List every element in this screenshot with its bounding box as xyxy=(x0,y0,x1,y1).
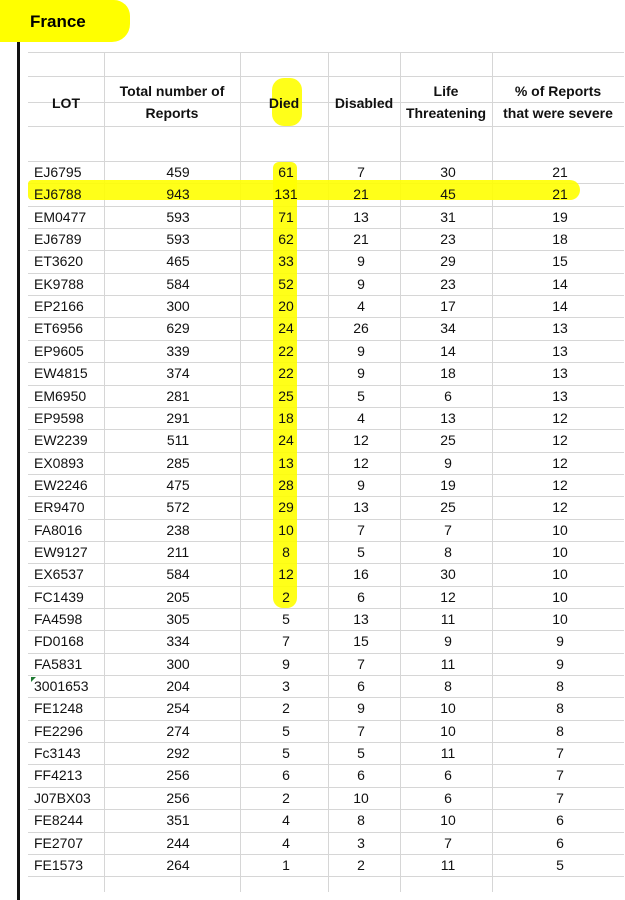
cell-total: 572 xyxy=(166,499,190,516)
cell-disabled: 5 xyxy=(357,387,365,404)
cell-severe: 15 xyxy=(552,253,568,270)
cell-lot: EX6537 xyxy=(34,566,84,583)
cell-died: 20 xyxy=(278,298,294,315)
cell-disabled: 13 xyxy=(353,208,369,225)
cell-disabled: 16 xyxy=(353,566,369,583)
cell-died: 71 xyxy=(278,208,294,225)
cell-life: 14 xyxy=(440,342,456,359)
cell-died: 6 xyxy=(282,767,290,784)
cell-severe: 12 xyxy=(552,409,568,426)
cell-life: 25 xyxy=(440,499,456,516)
cell-severe: 6 xyxy=(556,812,564,829)
cell-lot: EP9598 xyxy=(34,409,84,426)
header-lot: LOT xyxy=(52,95,80,111)
cell-died: 5 xyxy=(282,722,290,739)
cell-severe: 12 xyxy=(552,499,568,516)
cell-lot: FF4213 xyxy=(34,767,83,784)
cell-total: 584 xyxy=(166,275,190,292)
cell-died: 9 xyxy=(282,655,290,672)
cell-severe: 6 xyxy=(556,834,564,851)
cell-severe: 12 xyxy=(552,454,568,471)
cell-total: 211 xyxy=(166,543,190,560)
cell-severe: 13 xyxy=(552,387,568,404)
table-row xyxy=(28,341,624,363)
cell-total: 459 xyxy=(166,164,190,180)
cell-lot: FA5831 xyxy=(34,655,83,672)
cell-died: 28 xyxy=(278,476,294,493)
cell-disabled: 9 xyxy=(357,342,365,359)
cell-died: 5 xyxy=(282,611,290,627)
cell-died: 7 xyxy=(282,633,290,650)
cell-lot: EK9788 xyxy=(34,275,84,292)
cell-severe: 7 xyxy=(556,745,564,762)
cell-severe: 9 xyxy=(556,655,564,672)
spreadsheet-table xyxy=(28,52,624,892)
cell-total: 238 xyxy=(166,521,190,538)
cell-died: 62 xyxy=(278,231,294,248)
cell-total: 256 xyxy=(166,767,190,784)
cell-disabled: 13 xyxy=(353,611,369,627)
table-row xyxy=(28,765,624,787)
grid-hline xyxy=(28,52,624,53)
cell-total: 339 xyxy=(166,342,190,359)
cell-disabled: 6 xyxy=(357,767,365,784)
cell-severe: 10 xyxy=(552,611,568,627)
cell-lot: EM6950 xyxy=(34,387,87,404)
cell-died: 18 xyxy=(278,409,294,426)
cell-disabled: 5 xyxy=(357,745,365,762)
cell-life: 11 xyxy=(440,655,456,672)
table-row xyxy=(28,609,624,631)
cell-total: 475 xyxy=(166,476,190,493)
left-border-line xyxy=(17,0,20,900)
cell-life: 6 xyxy=(444,767,452,784)
cell-disabled: 13 xyxy=(353,499,369,516)
cell-total: 285 xyxy=(166,454,190,471)
table-row xyxy=(28,251,624,273)
cell-lot: FD0168 xyxy=(34,633,84,650)
cell-disabled: 7 xyxy=(357,521,365,538)
cell-disabled: 9 xyxy=(357,365,365,382)
cell-life: 23 xyxy=(440,231,456,248)
cell-lot: EP9605 xyxy=(34,342,84,359)
cell-disabled: 9 xyxy=(357,275,365,292)
cell-total: 593 xyxy=(166,208,190,225)
cell-died: 2 xyxy=(282,588,290,605)
cell-total: 291 xyxy=(166,409,190,426)
header-percent-severe: % of Reports that were severe xyxy=(503,83,613,121)
cell-lot: FA8016 xyxy=(34,521,83,538)
cell-life: 6 xyxy=(444,387,452,404)
cell-disabled: 2 xyxy=(357,856,365,873)
cell-life: 8 xyxy=(444,678,452,695)
cell-life: 9 xyxy=(444,633,452,650)
cell-lot: FA4598 xyxy=(34,611,83,627)
table-row xyxy=(28,184,624,206)
cell-comment-indicator-icon xyxy=(31,677,36,682)
cell-died: 25 xyxy=(278,387,294,404)
cell-life: 10 xyxy=(440,812,456,829)
table-row xyxy=(28,386,624,408)
table-row xyxy=(28,497,624,519)
cell-life: 11 xyxy=(440,611,456,627)
cell-life: 6 xyxy=(444,789,452,806)
cell-lot: EW9127 xyxy=(34,543,88,560)
cell-disabled: 6 xyxy=(357,678,365,695)
header-disabled: Disabled xyxy=(334,95,394,111)
cell-severe: 14 xyxy=(552,275,568,292)
cell-life: 45 xyxy=(440,186,456,203)
cell-lot: EW2246 xyxy=(34,476,88,493)
table-row xyxy=(28,542,624,564)
table-row xyxy=(28,654,624,676)
table-row xyxy=(28,274,624,296)
cell-lot: FE2707 xyxy=(34,834,84,851)
cell-died: 13 xyxy=(278,454,294,471)
title-highlight xyxy=(0,0,130,42)
cell-disabled: 15 xyxy=(353,633,369,650)
cell-disabled: 7 xyxy=(357,655,365,672)
cell-severe: 13 xyxy=(552,320,568,337)
cell-total: 511 xyxy=(166,432,190,449)
cell-life: 17 xyxy=(440,298,456,315)
cell-disabled: 9 xyxy=(357,700,365,717)
cell-total: 943 xyxy=(166,186,190,203)
grid-hline xyxy=(28,76,624,77)
table-row xyxy=(28,229,624,251)
cell-disabled: 10 xyxy=(353,789,369,806)
cell-total: 305 xyxy=(166,611,190,627)
grid-hline xyxy=(28,126,624,127)
cell-total: 300 xyxy=(166,298,190,315)
cell-died: 131 xyxy=(274,186,298,203)
cell-life: 23 xyxy=(440,275,456,292)
cell-disabled: 7 xyxy=(357,722,365,739)
table-row xyxy=(28,743,624,765)
cell-lot: ET3620 xyxy=(34,253,84,270)
cell-total: 351 xyxy=(166,812,190,829)
cell-died: 2 xyxy=(282,789,290,806)
cell-severe: 8 xyxy=(556,678,564,695)
cell-total: 205 xyxy=(166,588,190,605)
cell-disabled: 12 xyxy=(353,432,369,449)
cell-lot: EP2166 xyxy=(34,298,84,315)
cell-died: 29 xyxy=(278,499,294,516)
cell-total: 465 xyxy=(166,253,190,270)
cell-severe: 8 xyxy=(556,722,564,739)
cell-severe: 19 xyxy=(552,208,568,225)
cell-total: 254 xyxy=(166,700,190,717)
cell-died: 61 xyxy=(278,164,294,180)
cell-severe: 13 xyxy=(552,342,568,359)
cell-severe: 13 xyxy=(552,365,568,382)
cell-life: 25 xyxy=(440,432,456,449)
cell-severe: 10 xyxy=(552,566,568,583)
table-row xyxy=(28,296,624,318)
table-row xyxy=(28,162,624,184)
cell-lot: EM0477 xyxy=(34,208,87,225)
table-row xyxy=(28,318,624,340)
cell-severe: 21 xyxy=(552,186,568,203)
table-row xyxy=(28,587,624,609)
cell-lot: FE1248 xyxy=(34,700,84,717)
cell-disabled: 4 xyxy=(357,409,365,426)
cell-life: 10 xyxy=(440,700,456,717)
cell-lot: FE8244 xyxy=(34,812,84,829)
cell-life: 18 xyxy=(440,365,456,382)
cell-disabled: 4 xyxy=(357,298,365,315)
cell-severe: 7 xyxy=(556,767,564,784)
header-died: Died xyxy=(268,95,300,111)
cell-died: 8 xyxy=(282,543,290,560)
cell-total: 256 xyxy=(166,789,190,806)
cell-lot: EJ6788 xyxy=(34,186,82,203)
cell-lot: EJ6795 xyxy=(34,164,82,180)
cell-life: 10 xyxy=(440,722,456,739)
table-row xyxy=(28,453,624,475)
cell-died: 1 xyxy=(282,856,290,873)
cell-died: 24 xyxy=(278,432,294,449)
cell-life: 12 xyxy=(440,588,456,605)
cell-life: 7 xyxy=(444,521,452,538)
cell-disabled: 21 xyxy=(353,231,369,248)
cell-total: 204 xyxy=(166,678,190,695)
cell-lot: FE1573 xyxy=(34,856,84,873)
cell-total: 292 xyxy=(166,745,190,762)
cell-severe: 18 xyxy=(552,231,568,248)
table-row xyxy=(28,408,624,430)
cell-severe: 7 xyxy=(556,789,564,806)
table-row xyxy=(28,475,624,497)
cell-severe: 5 xyxy=(556,856,564,873)
cell-life: 30 xyxy=(440,164,456,180)
header-total-reports: Total number of Reports xyxy=(119,83,225,121)
cell-lot: ET6956 xyxy=(34,320,84,337)
cell-died: 33 xyxy=(278,253,294,270)
cell-lot: FC1439 xyxy=(34,588,84,605)
cell-total: 281 xyxy=(166,387,190,404)
cell-died: 22 xyxy=(278,342,294,359)
cell-life: 34 xyxy=(440,320,456,337)
cell-died: 2 xyxy=(282,700,290,717)
cell-disabled: 5 xyxy=(357,543,365,560)
cell-disabled: 7 xyxy=(357,164,365,180)
table-row xyxy=(28,810,624,832)
cell-severe: 10 xyxy=(552,521,568,538)
cell-disabled: 9 xyxy=(357,476,365,493)
cell-died: 4 xyxy=(282,812,290,829)
cell-lot: ER9470 xyxy=(34,499,85,516)
cell-life: 19 xyxy=(440,476,456,493)
cell-total: 300 xyxy=(166,655,190,672)
cell-severe: 21 xyxy=(552,164,568,180)
cell-life: 9 xyxy=(444,454,452,471)
table-row xyxy=(28,788,624,810)
cell-life: 11 xyxy=(440,856,456,873)
cell-disabled: 8 xyxy=(357,812,365,829)
cell-total: 584 xyxy=(166,566,190,583)
table-row xyxy=(28,855,624,877)
cell-lot: J07BX03 xyxy=(34,789,91,806)
page-title: France xyxy=(30,12,86,31)
cell-life: 31 xyxy=(440,208,456,225)
cell-life: 7 xyxy=(444,834,452,851)
cell-disabled: 21 xyxy=(353,186,369,203)
table-row xyxy=(28,631,624,653)
cell-lot: EJ6789 xyxy=(34,231,82,248)
cell-total: 374 xyxy=(166,365,190,382)
table-row xyxy=(28,520,624,542)
table-row xyxy=(28,430,624,452)
cell-died: 22 xyxy=(278,365,294,382)
cell-lot: FE2296 xyxy=(34,722,84,739)
cell-life: 13 xyxy=(440,409,456,426)
cell-died: 5 xyxy=(282,745,290,762)
cell-total: 274 xyxy=(166,722,190,739)
header-life-threatening: Life Threatening xyxy=(405,83,487,121)
table-row xyxy=(28,363,624,385)
cell-total: 334 xyxy=(166,633,190,650)
cell-total: 629 xyxy=(166,320,190,337)
table-row xyxy=(28,833,624,855)
cell-disabled: 26 xyxy=(353,320,369,337)
cell-life: 30 xyxy=(440,566,456,583)
cell-total: 593 xyxy=(166,231,190,248)
cell-lot: EW4815 xyxy=(34,365,88,382)
cell-severe: 12 xyxy=(552,476,568,493)
table-row xyxy=(28,207,624,229)
cell-life: 29 xyxy=(440,253,456,270)
cell-disabled: 9 xyxy=(357,253,365,270)
cell-total: 244 xyxy=(166,834,190,851)
cell-died: 24 xyxy=(278,320,294,337)
cell-total: 264 xyxy=(166,856,190,873)
cell-severe: 9 xyxy=(556,633,564,650)
cell-died: 10 xyxy=(278,521,294,538)
cell-severe: 14 xyxy=(552,298,568,315)
cell-severe: 10 xyxy=(552,588,568,605)
cell-life: 8 xyxy=(444,543,452,560)
cell-severe: 8 xyxy=(556,700,564,717)
cell-lot: 3001653 xyxy=(34,678,89,695)
cell-severe: 12 xyxy=(552,432,568,449)
cell-lot: Fc3143 xyxy=(34,745,81,762)
cell-died: 52 xyxy=(278,275,294,292)
cell-disabled: 12 xyxy=(353,454,369,471)
cell-disabled: 3 xyxy=(357,834,365,851)
table-row xyxy=(28,676,624,698)
cell-lot: EX0893 xyxy=(34,454,84,471)
cell-disabled: 6 xyxy=(357,588,365,605)
cell-life: 11 xyxy=(440,745,456,762)
cell-lot: EW2239 xyxy=(34,432,88,449)
table-row xyxy=(28,698,624,720)
cell-died: 12 xyxy=(278,566,294,583)
table-row xyxy=(28,564,624,586)
cell-died: 4 xyxy=(282,834,290,851)
cell-severe: 10 xyxy=(552,543,568,560)
cell-died: 3 xyxy=(282,678,290,695)
table-row xyxy=(28,721,624,743)
